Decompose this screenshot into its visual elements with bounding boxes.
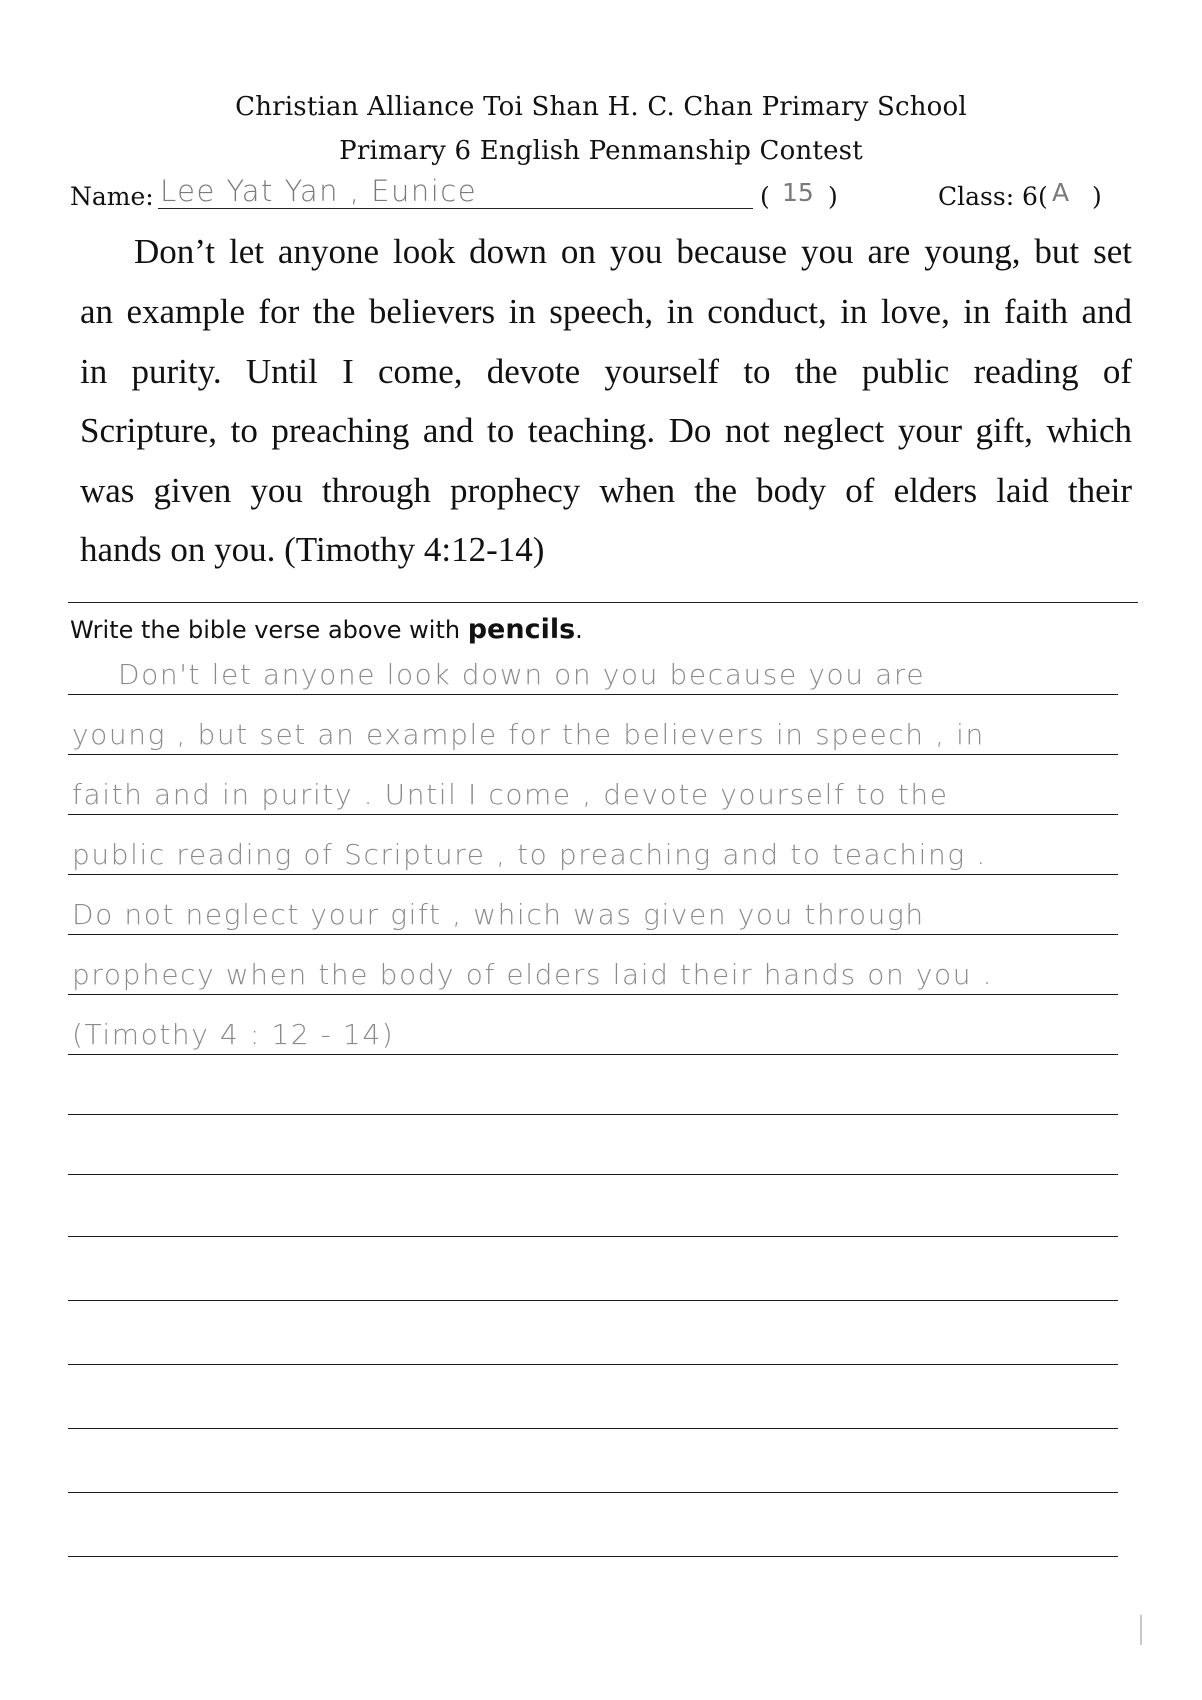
verse-line: in purity. Until I come, devote yourself to the public reading of: [80, 352, 1132, 391]
handwritten-line: Do not neglect your gift , which was given you through: [72, 898, 925, 931]
writing-rule: [68, 1428, 1118, 1429]
name-label: Name:: [70, 182, 154, 211]
verse-line: Scripture, to preaching and to teaching. Do not neglect your gift, which: [80, 411, 1132, 450]
class-value: A: [1052, 178, 1070, 207]
writing-rule: [68, 934, 1118, 935]
writing-rule: [68, 1174, 1118, 1175]
writing-rule: [68, 754, 1118, 755]
handwritten-line: young , but set an example for the believers in speech , in: [72, 718, 985, 751]
class-close-paren: ): [1092, 182, 1102, 211]
writing-rule: [68, 694, 1118, 695]
writing-rule: [68, 814, 1118, 815]
handwritten-line: public reading of Scripture , to preaching and to teaching .: [72, 838, 987, 871]
writing-rule: [68, 1300, 1118, 1301]
contest-title: Primary 6 English Penmanship Contest: [339, 136, 863, 166]
instruction-emphasis: pencils: [467, 614, 576, 645]
verse-line: was given you through prophecy when the body of elders laid their: [80, 471, 1132, 510]
writing-rule: [68, 1236, 1118, 1237]
handwritten-line: prophecy when the body of elders laid their hands on you .: [72, 958, 994, 991]
class-number-open-paren: (: [760, 182, 770, 211]
school-name: Christian Alliance Toi Shan H. C. Chan Primary School: [235, 92, 967, 122]
writing-rule: [68, 1556, 1118, 1557]
verse-line: an example for the believers in speech, in conduct, in love, in faith and: [80, 292, 1132, 331]
instruction-prefix: Write the bible verse above with: [70, 616, 468, 644]
instruction-suffix: .: [575, 616, 583, 644]
class-label: Class: 6(: [938, 182, 1048, 211]
instruction-text: [70, 614, 583, 645]
writing-rule: [68, 1114, 1118, 1115]
verse-line: Don’t let anyone look down on you because you are young, but set: [134, 232, 1132, 271]
writing-rule: [68, 1364, 1118, 1365]
class-number-close-paren: ): [828, 182, 838, 211]
name-underline: [158, 208, 753, 209]
writing-rule: [68, 1492, 1118, 1493]
verse-line: hands on you. (Timothy 4:12-14): [80, 530, 545, 569]
handwritten-line: faith and in purity . Until I come , devote yourself to the: [72, 778, 949, 811]
handwritten-line: Don't let anyone look down on you because you are: [118, 658, 926, 691]
writing-rule: [68, 874, 1118, 875]
stray-pencil-mark: [1140, 1615, 1142, 1645]
writing-rule: [68, 994, 1118, 995]
student-name: Lee Yat Yan , Eunice: [160, 174, 478, 208]
writing-rule: [68, 1054, 1118, 1055]
handwritten-line: (Timothy 4 : 12 - 14): [72, 1018, 395, 1051]
verse-divider: [68, 602, 1138, 603]
class-number: 15: [782, 178, 814, 207]
